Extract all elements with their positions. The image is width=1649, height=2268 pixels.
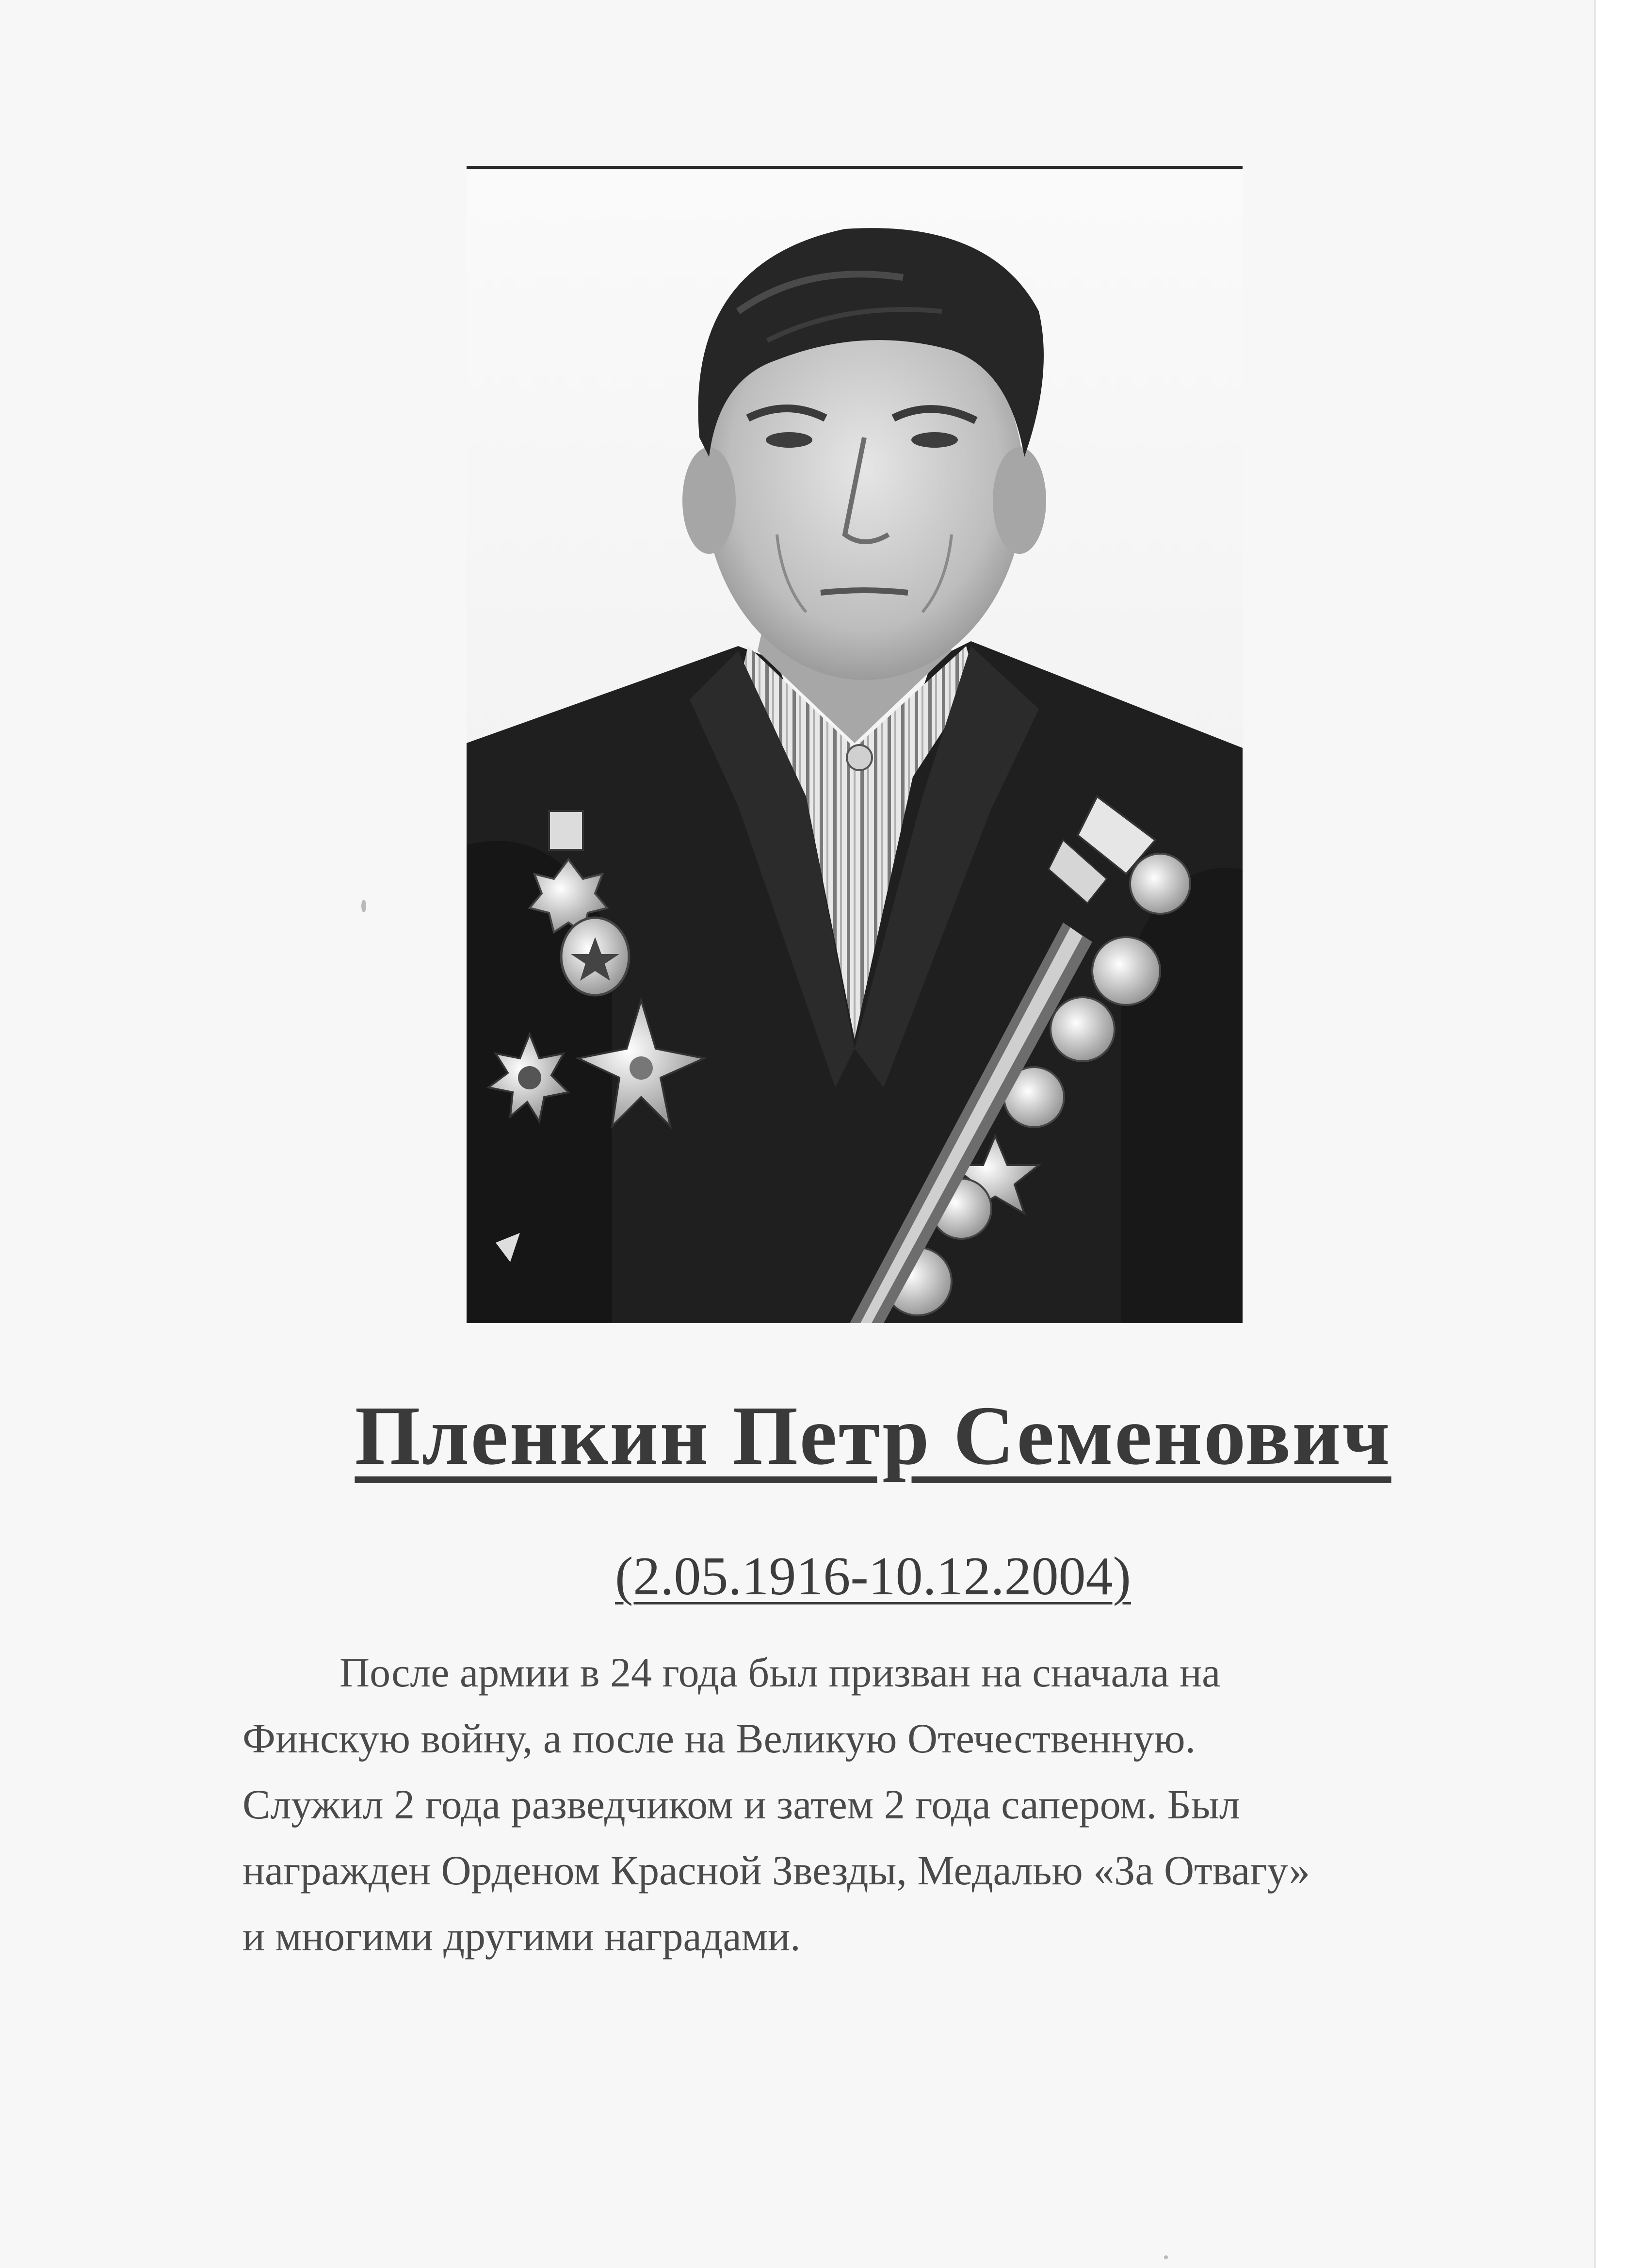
- medal: [1092, 937, 1160, 1005]
- scan-margin: [1596, 0, 1649, 2268]
- medal: [1130, 854, 1190, 914]
- portrait-photo: [467, 166, 1243, 1323]
- biography-line: Служил 2 года разведчиком и затем 2 года сапером. Был: [242, 1781, 1240, 1828]
- biography: [242, 1639, 1523, 1969]
- biography-line: Финскую войну, а после на Великую Отечественную.: [242, 1715, 1196, 1762]
- portrait-illustration: [467, 166, 1243, 1323]
- scan-speck: [361, 900, 366, 912]
- award-badge: [549, 811, 583, 850]
- medal: [1051, 997, 1115, 1061]
- biography-line: награжден Орденом Красной Звезды, Медалью «За Отвагу»: [242, 1847, 1310, 1894]
- person-name: Пленкин Петр Семенович: [355, 1389, 1391, 1482]
- life-dates: (2.05.1916-10.12.2004): [615, 1546, 1131, 1606]
- biography-line: После армии в 24 года был призван на сначала на: [340, 1649, 1221, 1696]
- scan-speck: [1164, 2255, 1168, 2259]
- biography-line: и многими другими наградами.: [242, 1913, 801, 1960]
